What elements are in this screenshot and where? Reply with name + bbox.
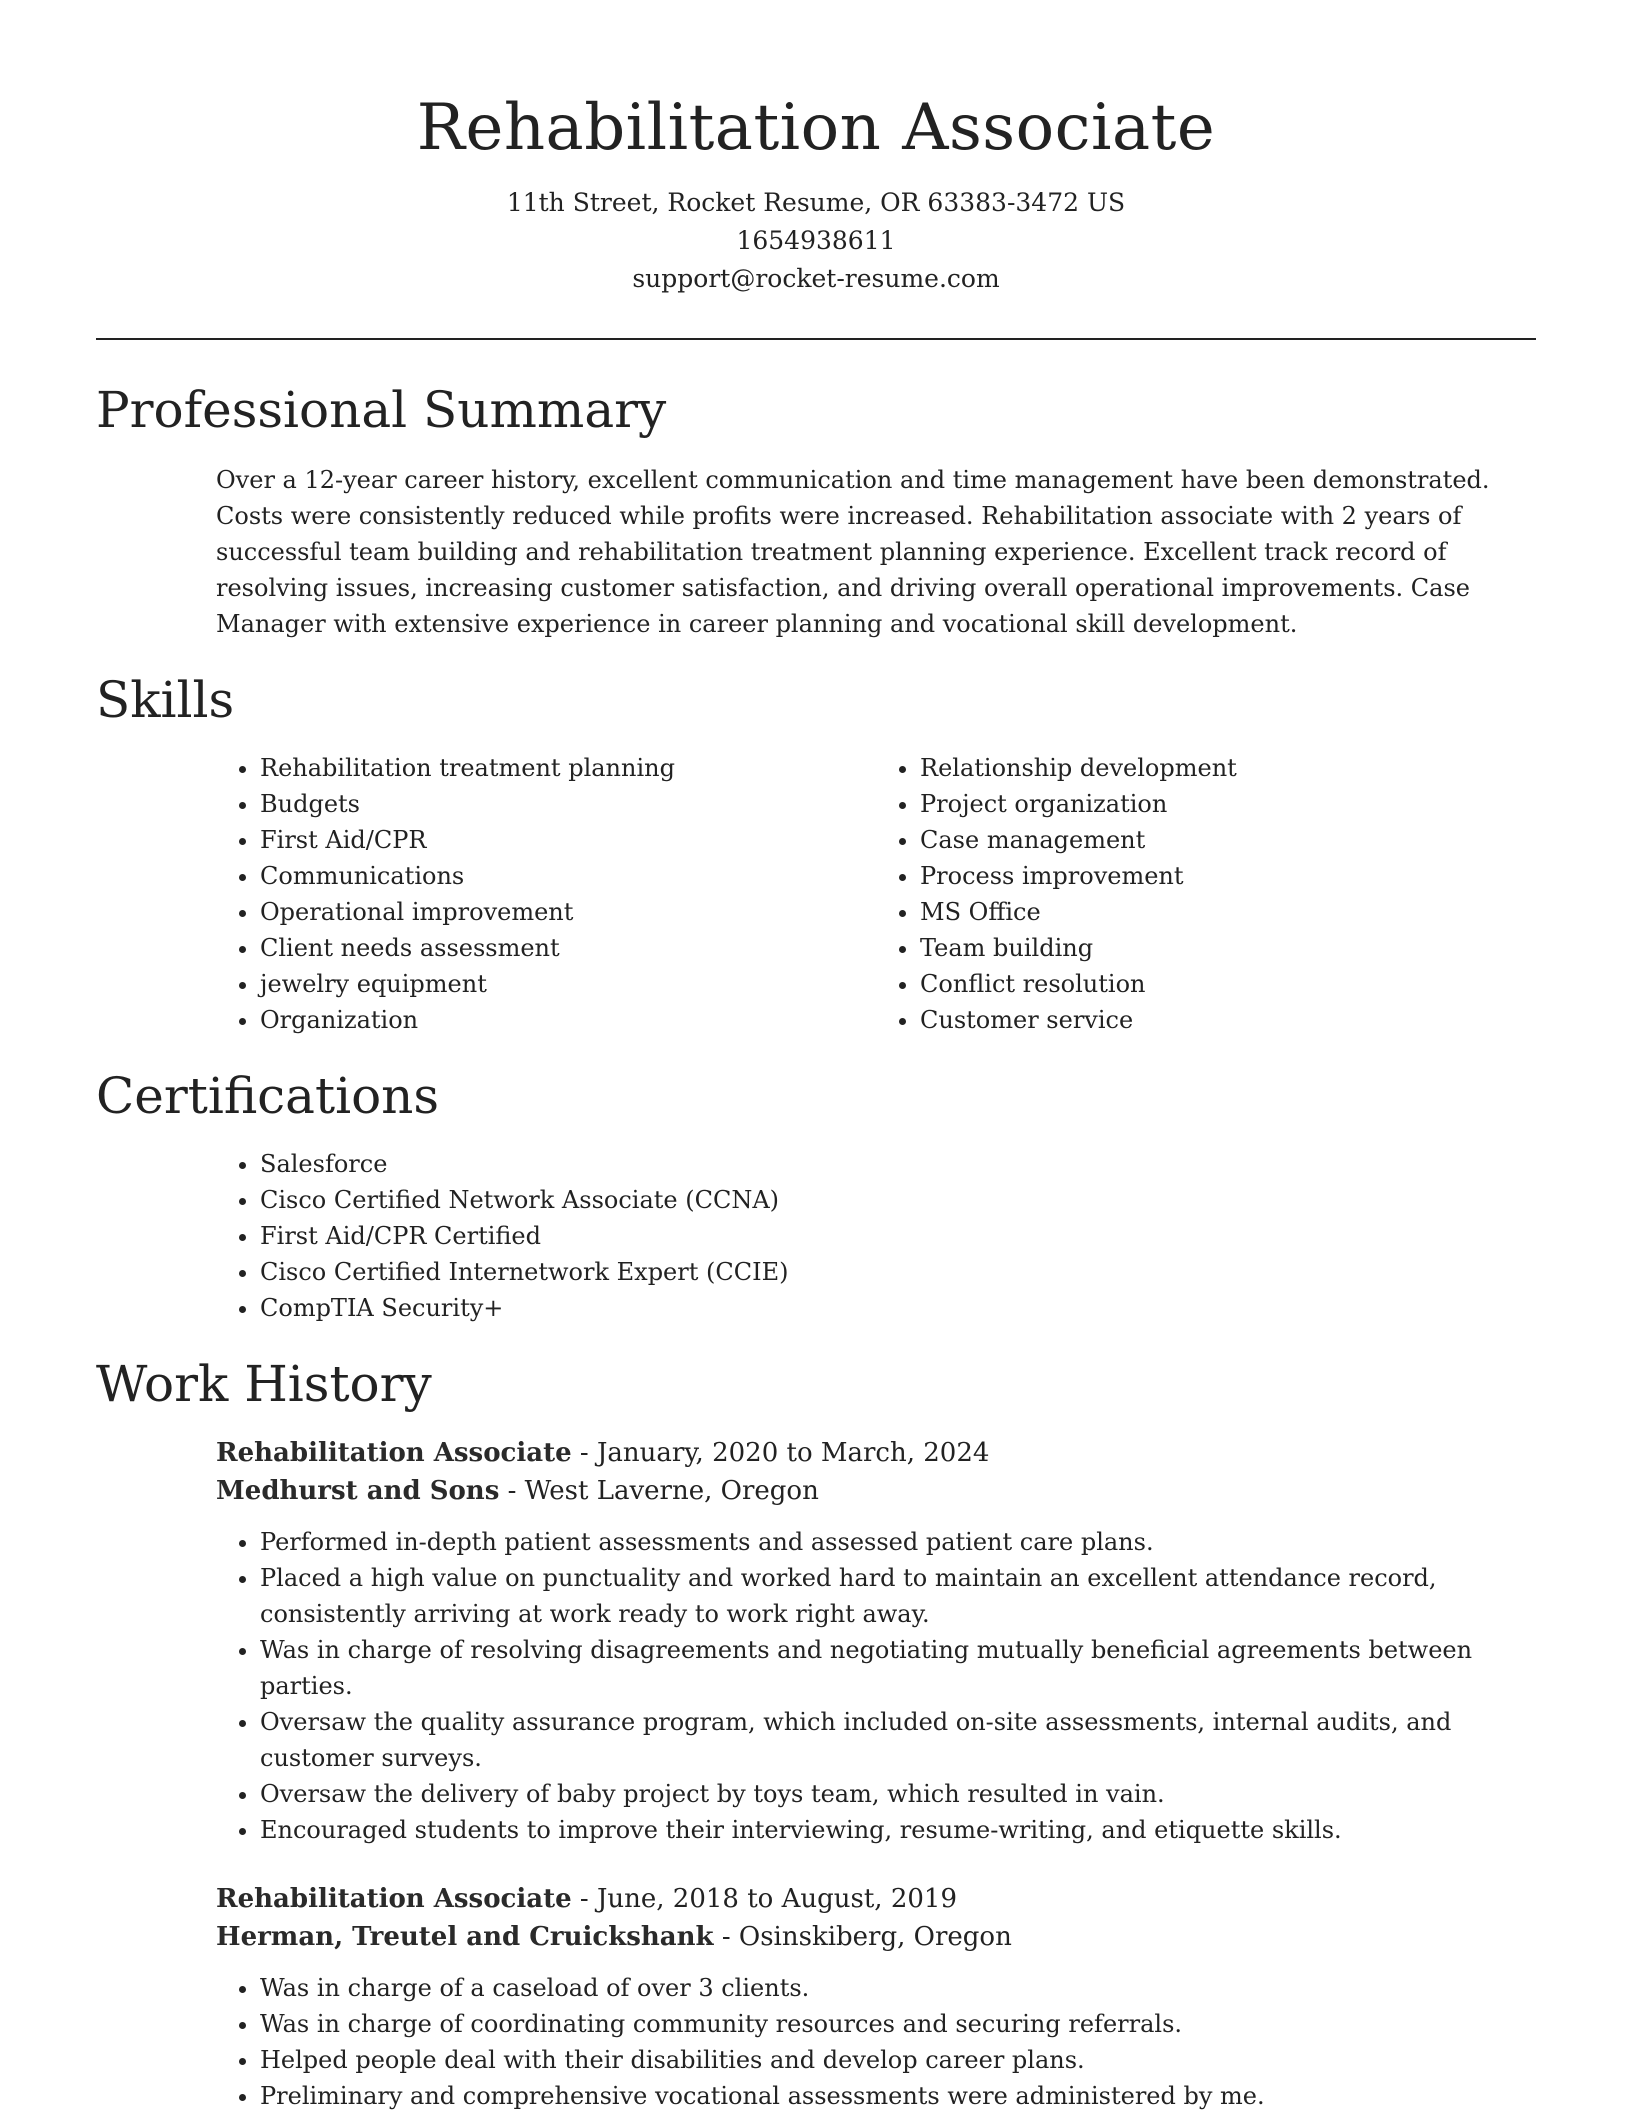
certifications-title: Certifications <box>96 1067 440 1125</box>
summary-section <box>96 378 1536 642</box>
job-bullet: • Preliminary and comprehensive vocational assessments were administered by me. <box>260 2078 1536 2114</box>
job-dates: - January, 2020 to March, 2024 <box>571 1438 990 1468</box>
skill-item: • First Aid/CPR <box>260 822 876 858</box>
skill-item: • Customer service <box>920 1002 1536 1038</box>
job-bullet: • Oversaw the quality assurance program, which included on-site assessments, internal audits, and customer surveys. <box>260 1704 1536 1776</box>
certifications-wrap <box>216 1146 1536 1326</box>
certification-item: • Salesforce <box>260 1146 1536 1182</box>
certification-item: • Cisco Certified Internetwork Expert (CCIE) <box>260 1254 1536 1290</box>
job-bullet: • Oversaw the delivery of baby project by toys team, which resulted in vain. <box>260 1776 1536 1812</box>
job-bullets <box>216 1524 1536 1848</box>
skill-item: • Operational improvement <box>260 894 876 930</box>
resume-header <box>96 0 1536 298</box>
job-bullet: • Performed in-depth patient assessments and assessed patient care plans. <box>260 1524 1536 1560</box>
job-title-line <box>216 1434 1536 1472</box>
certification-item: • CompTIA Security+ <box>260 1290 1536 1326</box>
job-location: - West Laverne, Oregon <box>499 1476 819 1506</box>
work-history-section <box>96 1352 1536 2114</box>
job-role: Rehabilitation Associate <box>216 1884 572 1914</box>
summary-title: Professional Summary <box>96 381 667 439</box>
skills-right-list <box>876 750 1536 1038</box>
skill-item: • Relationship development <box>920 750 1536 786</box>
certifications-list <box>216 1146 1536 1326</box>
job-bullets <box>216 1970 1536 2114</box>
email: support@rocket-resume.com <box>632 264 1000 293</box>
job-entry <box>216 1880 1536 2114</box>
skill-item: • Process improvement <box>920 858 1536 894</box>
work-history-title: Work History <box>96 1355 432 1413</box>
skill-item: • Conflict resolution <box>920 966 1536 1002</box>
address: 11th Street, Rocket Resume, OR 63383-3472 US <box>506 188 1126 217</box>
skill-item: • jewelry equipment <box>260 966 876 1002</box>
skill-item: • MS Office <box>920 894 1536 930</box>
skill-item: • Budgets <box>260 786 876 822</box>
skills-section <box>96 668 1536 1038</box>
job-company: Herman, Treutel and Cruickshank <box>216 1922 714 1952</box>
skill-item: • Project organization <box>920 786 1536 822</box>
skills-columns <box>216 750 1536 1038</box>
job-bullet: • Was in charge of a caseload of over 3 clients. <box>260 1970 1536 2006</box>
skills-left-list <box>216 750 876 1038</box>
certification-item: • Cisco Certified Network Associate (CCNA) <box>260 1182 1536 1218</box>
skills-title: Skills <box>96 671 235 729</box>
certifications-section <box>96 1064 1536 1326</box>
skill-item: • Rehabilitation treatment planning <box>260 750 876 786</box>
job-title-line <box>216 1880 1536 1918</box>
skill-item: • Client needs assessment <box>260 930 876 966</box>
job-bullet: • Encouraged students to improve their interviewing, resume-writing, and etiquette skills. <box>260 1812 1536 1848</box>
job-company-line <box>216 1472 1536 1510</box>
certification-item: • First Aid/CPR Certified <box>260 1218 1536 1254</box>
job-entry <box>216 1434 1536 1848</box>
phone: 1654938611 <box>736 226 896 255</box>
skill-item: • Communications <box>260 858 876 894</box>
job-bullet: • Placed a high value on punctuality and worked hard to maintain an excellent attendance record, consistently arriving at work ready to work right away. <box>260 1560 1536 1632</box>
job-company: Medhurst and Sons <box>216 1476 500 1506</box>
skill-item: • Team building <box>920 930 1536 966</box>
skill-item: • Case management <box>920 822 1536 858</box>
summary-text: Over a 12-year career history, excellent communication and time management have been demonstrated. Costs were consistently reduced while profits were increased. Rehabilitation associate with 2 years of successful team building and rehabilitation treatment planning experience. Excellent track record of resolving issues, increasing customer satisfaction, and driving overall operational improvements. Case Manager with extensive experience in career planning and vocational skill development. <box>216 466 1490 638</box>
candidate-name: Rehabilitation Associate <box>416 91 1216 165</box>
job-company-line <box>216 1918 1536 1956</box>
job-location: - Osinskiberg, Oregon <box>713 1922 1012 1952</box>
job-bullet: • Helped people deal with their disabilities and develop career plans. <box>260 2042 1536 2078</box>
job-dates: - June, 2018 to August, 2019 <box>571 1884 957 1914</box>
skill-item: • Organization <box>260 1002 876 1038</box>
job-bullet: • Was in charge of resolving disagreements and negotiating mutually beneficial agreements between parties. <box>260 1632 1536 1704</box>
job-bullet: • Was in charge of coordinating community resources and securing referrals. <box>260 2006 1536 2042</box>
header-divider <box>96 338 1536 340</box>
job-role: Rehabilitation Associate <box>216 1438 572 1468</box>
contact-block <box>96 184 1536 298</box>
resume-page <box>96 0 1536 2114</box>
